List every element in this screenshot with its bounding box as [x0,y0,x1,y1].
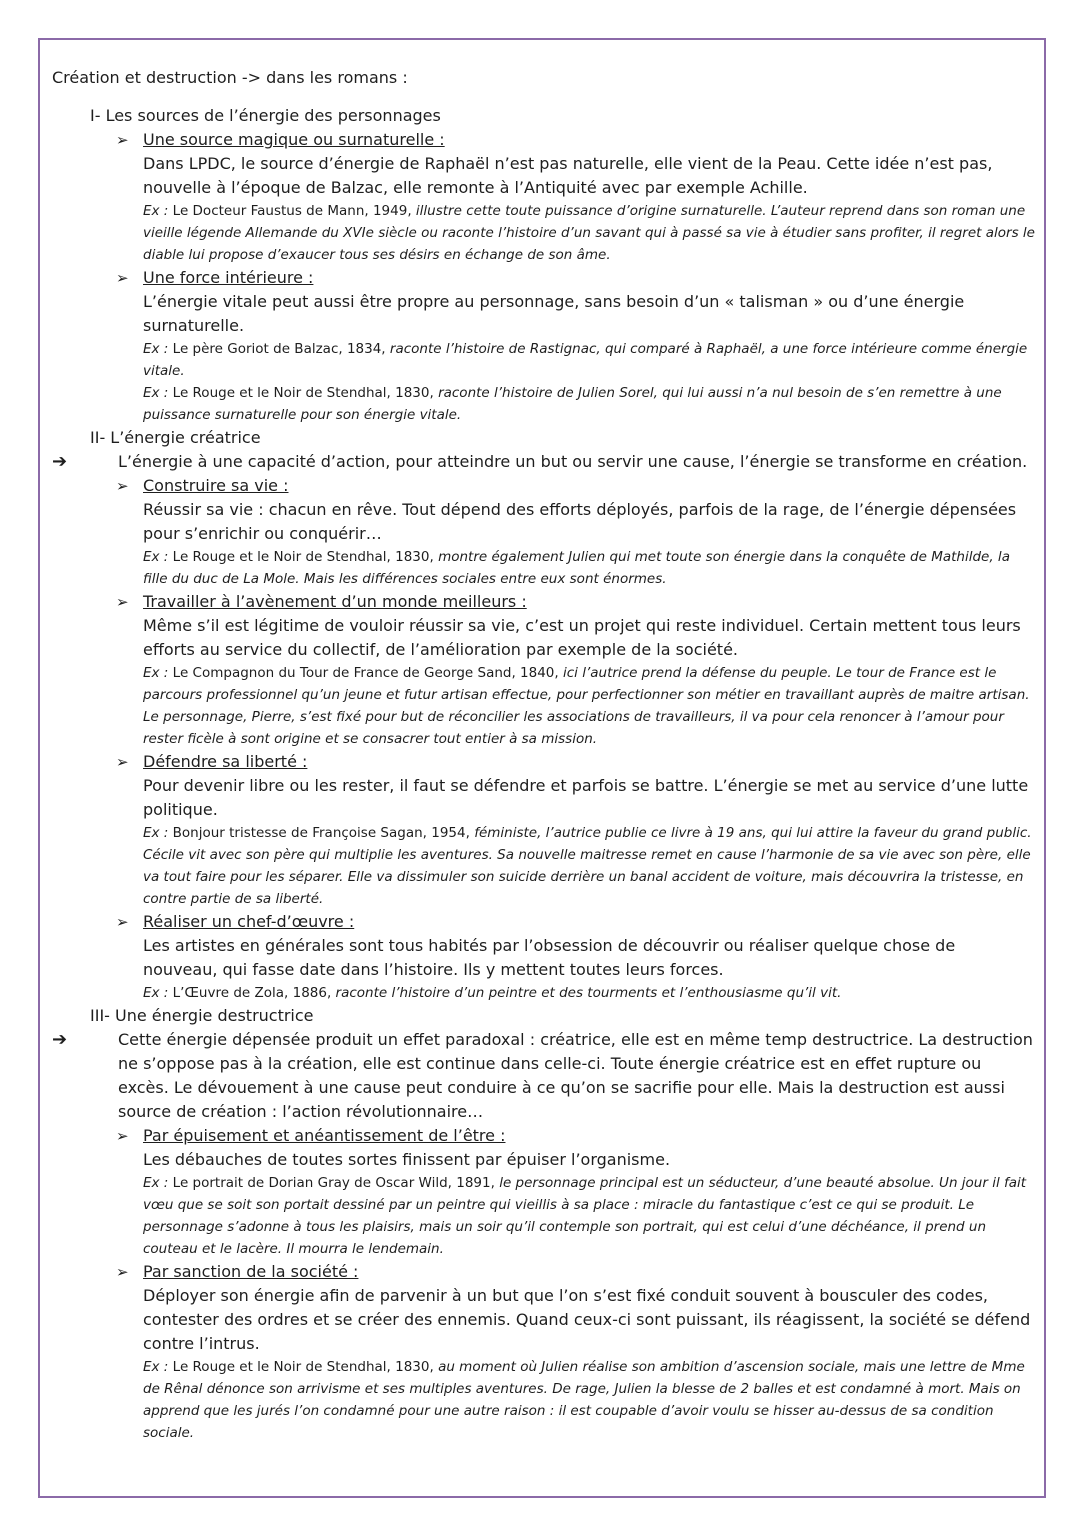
example-prefix: Ex : [143,549,173,565]
example [143,822,1042,910]
example-text: le personnage principal est un séducteur, d’une beauté absolue. Un jour il fait vœu que se soit son portait dessiné par un peintre qui vieillis à sa place : miracle du fantastique c’est ce qui se produit. Le personnage s’adonne à tous les plaisirs, mais un soir qu’il contemple son portrait, qui est celui d’une déchéance, il prend un couteau et le lacère. Il mourra le lendemain. [143,1175,1027,1257]
example-text: raconte l’histoire de Rastignac, qui comparé à Raphaël, a une force intérieure comme énergie vitale. [143,341,1028,379]
subsection [52,910,1042,1004]
subsection-title: Construire sa vie : [143,476,289,495]
example-work-title: Le Rouge et le Noir [172,549,302,565]
document-body [52,66,1042,1444]
example-prefix: Ex : [143,1359,173,1375]
subsection-title: Réaliser un chef-d’œuvre : [143,912,355,931]
example-prefix: Ex : [143,825,173,841]
chevron-bullet-icon: ➢ [116,913,129,931]
example-text: raconte l’histoire de Julien Sorel, qui lui aussi n’a nul besoin de s’en remettre à une puissance surnaturelle pour son énergie vitale. [143,385,1002,423]
subsection-body: Les artistes en générales sont tous habités par l’obsession de découvrir ou réaliser quelque chose de nouveau, qui fasse date dans l’histoire. Ils y mettent toutes leurs forces. [143,936,956,979]
subsection-body: L’énergie vitale peut aussi être propre au personnage, sans besoin d’un « talisman » ou d’une énergie surnaturelle. [143,292,965,335]
arrow-right-icon: ➔ [52,1029,68,1050]
subsection [52,266,1042,426]
subsection [52,750,1042,910]
example-author: de Balzac, 1834, [268,341,390,357]
subsection [52,128,1042,266]
page-title: Création et destruction -> dans les romans : [52,68,408,87]
subsection [52,1260,1042,1444]
example-author: de Zola, 1886, [229,985,336,1001]
example-work-title: Le père Goriot [172,341,269,357]
chevron-bullet-icon: ➢ [116,753,129,771]
section-title: I- Les sources de l’énergie des personnages [90,106,441,125]
subsection-title: Une force intérieure : [143,268,314,287]
example-prefix: Ex : [143,203,173,219]
example-text: ici l’autrice prend la défense du peuple. Le tour de France est le parcours professionnel qu’un jeune et futur artisan effectue, pour perfectionner son métier en travaillant auprès de maitre artisan. Le personnage, Pierre, s’est fixé pour but de réconcilier les associations de travailleurs, il va pour cela renoncer à l’amour pour rester ficèle à sont origine et se consacrer tout entier à sa mission. [143,665,1030,747]
subsection-title: Une source magique ou surnaturelle : [143,130,445,149]
subsection [52,590,1042,750]
example-author: de Mann, 1949, [301,203,416,219]
section-intro-text: Cette énergie dépensée produit un effet paradoxal : créatrice, elle est en même temp destructrice. La destruction ne s’oppose pas à la création, elle est continue dans celle-ci. Toute énergie créatrice est en effet rupture ou excès. Le dévouement à une cause peut conduire à ce qu’on se sacrifie pour elle. Mais la destruction est aussi source de création : l’action révolutionnaire… [118,1030,1033,1121]
example-prefix: Ex : [143,385,173,401]
subsection-body: Dans LPDC, le source d’énergie de Raphaël n’est pas naturelle, elle vient de la Peau. Cette idée n’est pas, nouvelle à l’époque de Balzac, elle remonte à l’Antiquité avec par exemple Achille. [143,154,993,197]
example [143,200,1042,266]
example-work-title: Bonjour tristesse [172,825,287,841]
chevron-bullet-icon: ➢ [116,269,129,287]
example-work-title: Le Rouge et le Noir [172,385,302,401]
example [143,338,1042,382]
chevron-bullet-icon: ➢ [116,593,129,611]
subsection-title: Travailler à l’avènement d’un monde meilleurs : [143,592,527,611]
subsection-title: Par épuisement et anéantissement de l’être : [143,1126,506,1145]
example-author: de Stendhal, 1830, [301,549,439,565]
example [143,1356,1042,1444]
subsection [52,474,1042,590]
section-3 [52,1004,1042,1444]
example-text: raconte l’histoire d’un peintre et des tourments et l’enthousiasme qu’il vit. [335,985,842,1001]
subsection-title: Par sanction de la société : [143,1262,359,1281]
example [143,546,1042,590]
example [143,1172,1042,1260]
example-author: de Oscar Wild, 1891, [349,1175,500,1191]
subsection-body: Les débauches de toutes sortes finissent par épuiser l’organisme. [143,1150,671,1169]
section-1 [52,104,1042,426]
example-text: au moment où Julien réalise son ambition d’ascension sociale, mais une lettre de Mme de Rênal dénonce son arrivisme et ses multiples aventures. De rage, Julien la blesse de 2 balles et est condamné à mort. Mais on apprend que les jurés l’on condamné pour une autre raison : il est coupable d’avoir voulu se hisser au-dessus de sa condition sociale. [143,1359,1025,1441]
example [143,382,1042,426]
section-intro [52,1028,1042,1124]
chevron-bullet-icon: ➢ [116,1263,129,1281]
example-prefix: Ex : [143,341,173,357]
section-2 [52,426,1042,1004]
section-intro [52,450,1042,474]
section-title: III- Une énergie destructrice [90,1006,314,1025]
example-text: illustre cette toute puissance d’origine surnaturelle. L’auteur reprend dans son roman une vieille légende Allemande du XVIe siècle ou raconte l’histoire d’un savant qui à passé sa vie à étudier sans profiter, il regret alors le diable lui propose d’exaucer tous ses désirs en échange de son âme. [143,203,1035,263]
example [143,662,1042,750]
section-intro-text: L’énergie à une capacité d’action, pour atteindre un but ou servir une cause, l’énergie se transforme en création. [118,452,1028,471]
example-work-title: Le Docteur Faustus [172,203,302,219]
chevron-bullet-icon: ➢ [116,131,129,149]
example-prefix: Ex : [143,1175,173,1191]
example-work-title: L’Œuvre [172,985,230,1001]
example [143,982,1042,1004]
example-prefix: Ex : [143,985,173,1001]
example-prefix: Ex : [143,665,173,681]
subsection-body: Réussir sa vie : chacun en rêve. Tout dépend des efforts déployés, parfois de la rage, de l’énergie dépensées pour s’enrichir ou conquérir… [143,500,1017,543]
example-work-title: Le Rouge et le Noir [172,1359,302,1375]
example-text: montre également Julien qui met toute son énergie dans la conquête de Mathilde, la fille du duc de La Mole. Mais les différences sociales entre eux sont énormes. [143,549,1010,587]
chevron-bullet-icon: ➢ [116,1127,129,1145]
section-title: II- L’énergie créatrice [90,428,261,447]
example-text: féministe, l’autrice publie ce livre à 19 ans, qui lui attire la faveur du grand public. Cécile vit avec son père qui multiplie les aventures. Sa nouvelle maitresse remet en cause l’harmonie de sa vie avec son père, elle va tout faire pour les séparer. Elle va dissimuler son suicide derrière un banal accident de voiture, mais découvrira la tristesse, en contre partie de sa liberté. [143,825,1032,907]
subsection-body: Pour devenir libre ou les rester, il faut se défendre et parfois se battre. L’énergie se met au service d’une lutte politique. [143,776,1029,819]
subsection-body: Même s’il est légitime de vouloir réussir sa vie, c’est un projet qui reste individuel. Certain mettent tous leurs efforts au service du collectif, de l’amélioration par exemple de la société. [143,616,1021,659]
arrow-right-icon: ➔ [52,451,68,472]
example-work-title: Le Compagnon du Tour de France [172,665,399,681]
example-work-title: Le portrait de Dorian Gray [172,1175,350,1191]
example-author: de Stendhal, 1830, [301,385,439,401]
example-author: de Stendhal, 1830, [301,1359,439,1375]
subsection-title: Défendre sa liberté : [143,752,308,771]
example-author: de George Sand, 1840, [398,665,563,681]
example-author: de Françoise Sagan, 1954, [286,825,475,841]
chevron-bullet-icon: ➢ [116,477,129,495]
subsection [52,1124,1042,1260]
subsection-body: Déployer son énergie afin de parvenir à un but que l’on s’est fixé conduit souvent à bousculer des codes, contester des ordres et se créer des ennemis. Quand ceux-ci sont puissant, ils réagissent, la société se défend contre l’intrus. [143,1286,1031,1353]
